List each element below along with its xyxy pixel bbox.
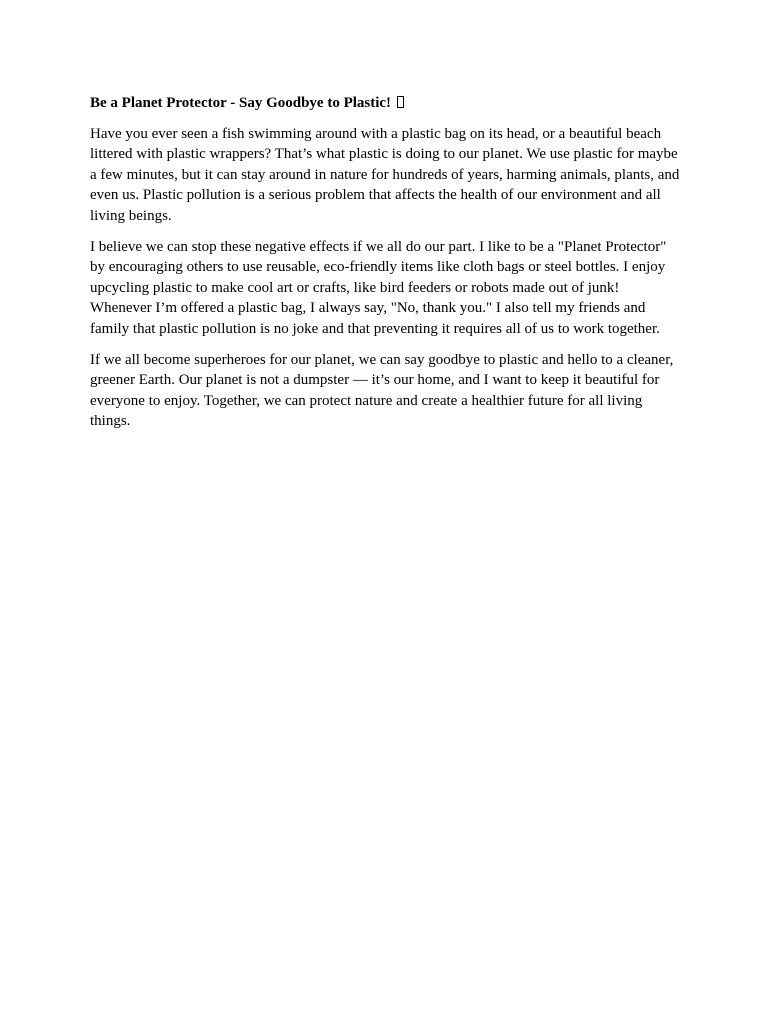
document-title <box>90 93 682 113</box>
paragraph-2: I believe we can stop these negative effects if we all do our part. I like to be a "Planet Protector" by encouraging others to use reusable, eco-friendly items like cloth bags or steel bottles. I enjoy upcycling plastic to make cool art or crafts, like bird feeders or robots made out of junk! Whenever I’m offered a plastic bag, I always say, "No, thank you." I also tell my friends and family that plastic pollution is no joke and that preventing it requires all of us to work together. <box>90 239 667 337</box>
missing-glyph-box-icon <box>397 96 404 108</box>
document-page <box>90 93 682 443</box>
document-title-text: Be a Planet Protector - Say Goodbye to Plastic! <box>90 95 392 111</box>
paragraph-1: Have you ever seen a fish swimming around with a plastic bag on its head, or a beautiful beach littered with plastic wrappers? That’s what plastic is doing to our planet. We use plastic for maybe a few minutes, but it can stay around in nature for hundreds of years, harming animals, plants, and even us. Plastic pollution is a serious problem that affects the health of our environment and all living beings. <box>90 126 680 224</box>
paragraph-3: If we all become superheroes for our planet, we can say goodbye to plastic and hello to a cleaner, greener Earth. Our planet is not a dumpster — it’s our home, and I want to keep it beautiful for everyone to enjoy. Together, we can protect nature and create a healthier future for all living things. <box>90 352 674 430</box>
